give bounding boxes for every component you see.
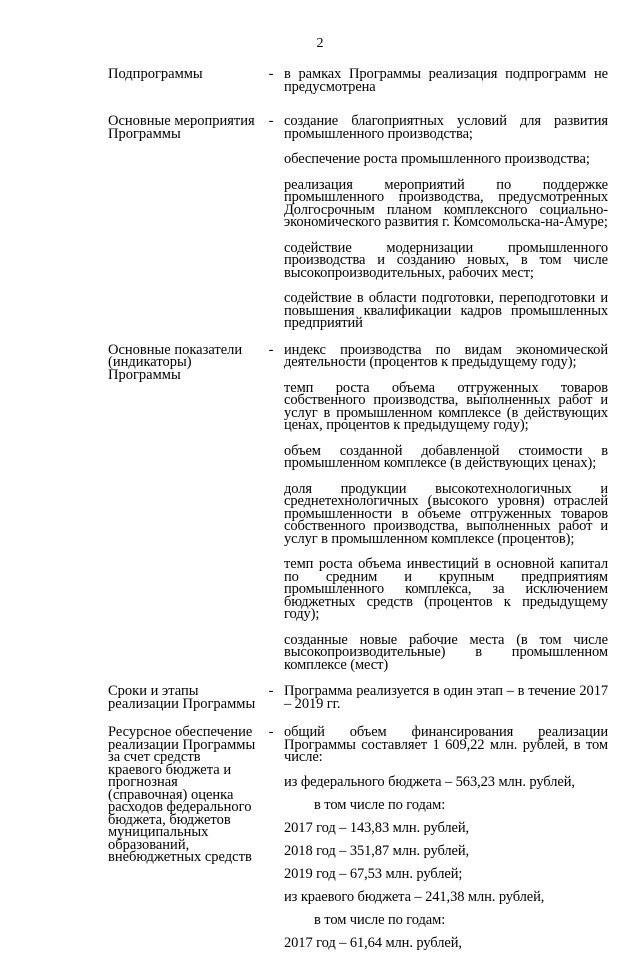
content-paragraph: в рамках Программы реализация подпрограмм не предусмотрена: [284, 66, 608, 95]
row-label: Сроки и этапы реализации Программы: [108, 683, 256, 712]
funding-line: из краевого бюджета – 241,38 млн. рублей,: [284, 888, 545, 905]
content-paragraph: созданные новые рабочие места (в том числе высокопроизводительные) в промышленном комплексе (мест): [284, 631, 608, 673]
row-label: Основные показатели (индикаторы) Программы: [108, 341, 243, 383]
row-content: [284, 113, 608, 341]
row-dash: -: [268, 724, 274, 740]
funding-line: 2017 год – 143,83 млн. рублей,: [284, 819, 470, 836]
row-content: [284, 66, 608, 104]
funding-line: 2018 год – 351,87 млн. рублей,: [284, 842, 470, 859]
funding-line: 2019 год – 67,53 млн. рублей;: [284, 865, 463, 882]
row-timeline: [108, 683, 608, 721]
row-dash: -: [268, 683, 274, 699]
row-label: Ресурсное обеспечение реализации Программы за счет средств краевого бюджета и прогнозная (справочная) оценка расходов федерального бюджета, бюджетов муниципальных образований, внебюджетных средств: [108, 724, 256, 865]
row-main-activities: [108, 113, 608, 341]
content-paragraph: содействие модернизации промышленного производства и созданию новых, в том числе высокопроизводительных, рабочих мест;: [284, 239, 608, 281]
row-funding: [108, 724, 608, 959]
row-indicators: [108, 342, 608, 683]
content-paragraph: обеспечение роста промышленного производства;: [284, 151, 590, 167]
row-dash: -: [268, 113, 274, 129]
row-content: [284, 724, 608, 959]
row-content: [284, 683, 608, 721]
funding-line: в том числе по годам:: [314, 796, 446, 813]
row-subprograms: [108, 66, 608, 104]
content-paragraph: доля продукции высокотехнологичных и среднетехнологичных (высокого уровня) отраслей промышленности в объеме отгруженных товаров собственного производства, выполненных работ и услуг в промышленном комплексе (процентов);: [284, 480, 608, 547]
content-paragraph: темп роста объема отгруженных товаров собственного производства, выполненных работ и услуг в промышленном комплексе (в действующих ценах, процентов к предыдущему году);: [284, 379, 608, 433]
content-paragraph: темп роста объема инвестиций в основной капитал по средним и крупным предприятиям промышленного комплекса, за исключением бюджетных средств (процентов к предыдущему году);: [284, 556, 608, 622]
row-dash: -: [268, 341, 274, 358]
content-paragraph: Программа реализуется в один этап – в течение 2017 – 2019 гг.: [284, 683, 608, 712]
content-paragraph: индекс производства по видам экономической деятельности (процентов к предыдущему году);: [284, 341, 608, 370]
page-number: 2: [316, 36, 324, 51]
funding-line: из федерального бюджета – 563,23 млн. рублей,: [284, 773, 575, 790]
content-paragraph: общий объем финансирования реализации Программы составляет 1 609,22 млн. рублей, в том числе:: [284, 724, 608, 765]
content-paragraph: содействие в области подготовки, переподготовки и повышения квалификации кадров промышленных предприятий: [284, 290, 608, 331]
passport-table: [108, 66, 608, 959]
content-paragraph: объем созданной добавленной стоимости в промышленном комплексе (в действующих ценах);: [284, 442, 608, 471]
content-paragraph: создание благоприятных условий для развития промышленного производства;: [284, 113, 608, 142]
row-label: Основные мероприятия Программы: [108, 113, 255, 142]
row-dash: -: [268, 66, 274, 82]
row-content: [284, 342, 608, 683]
content-paragraph: реализация мероприятий по поддержке промышленного производства, предусмотренных Долгосрочным планом комплексного социально-экономического развития г. Комсомольска-на-Амуре;: [284, 176, 608, 230]
funding-line: 2017 год – 61,64 млн. рублей,: [284, 934, 462, 951]
row-label: Подпрограммы: [108, 66, 203, 82]
funding-line: в том числе по годам:: [314, 911, 446, 928]
